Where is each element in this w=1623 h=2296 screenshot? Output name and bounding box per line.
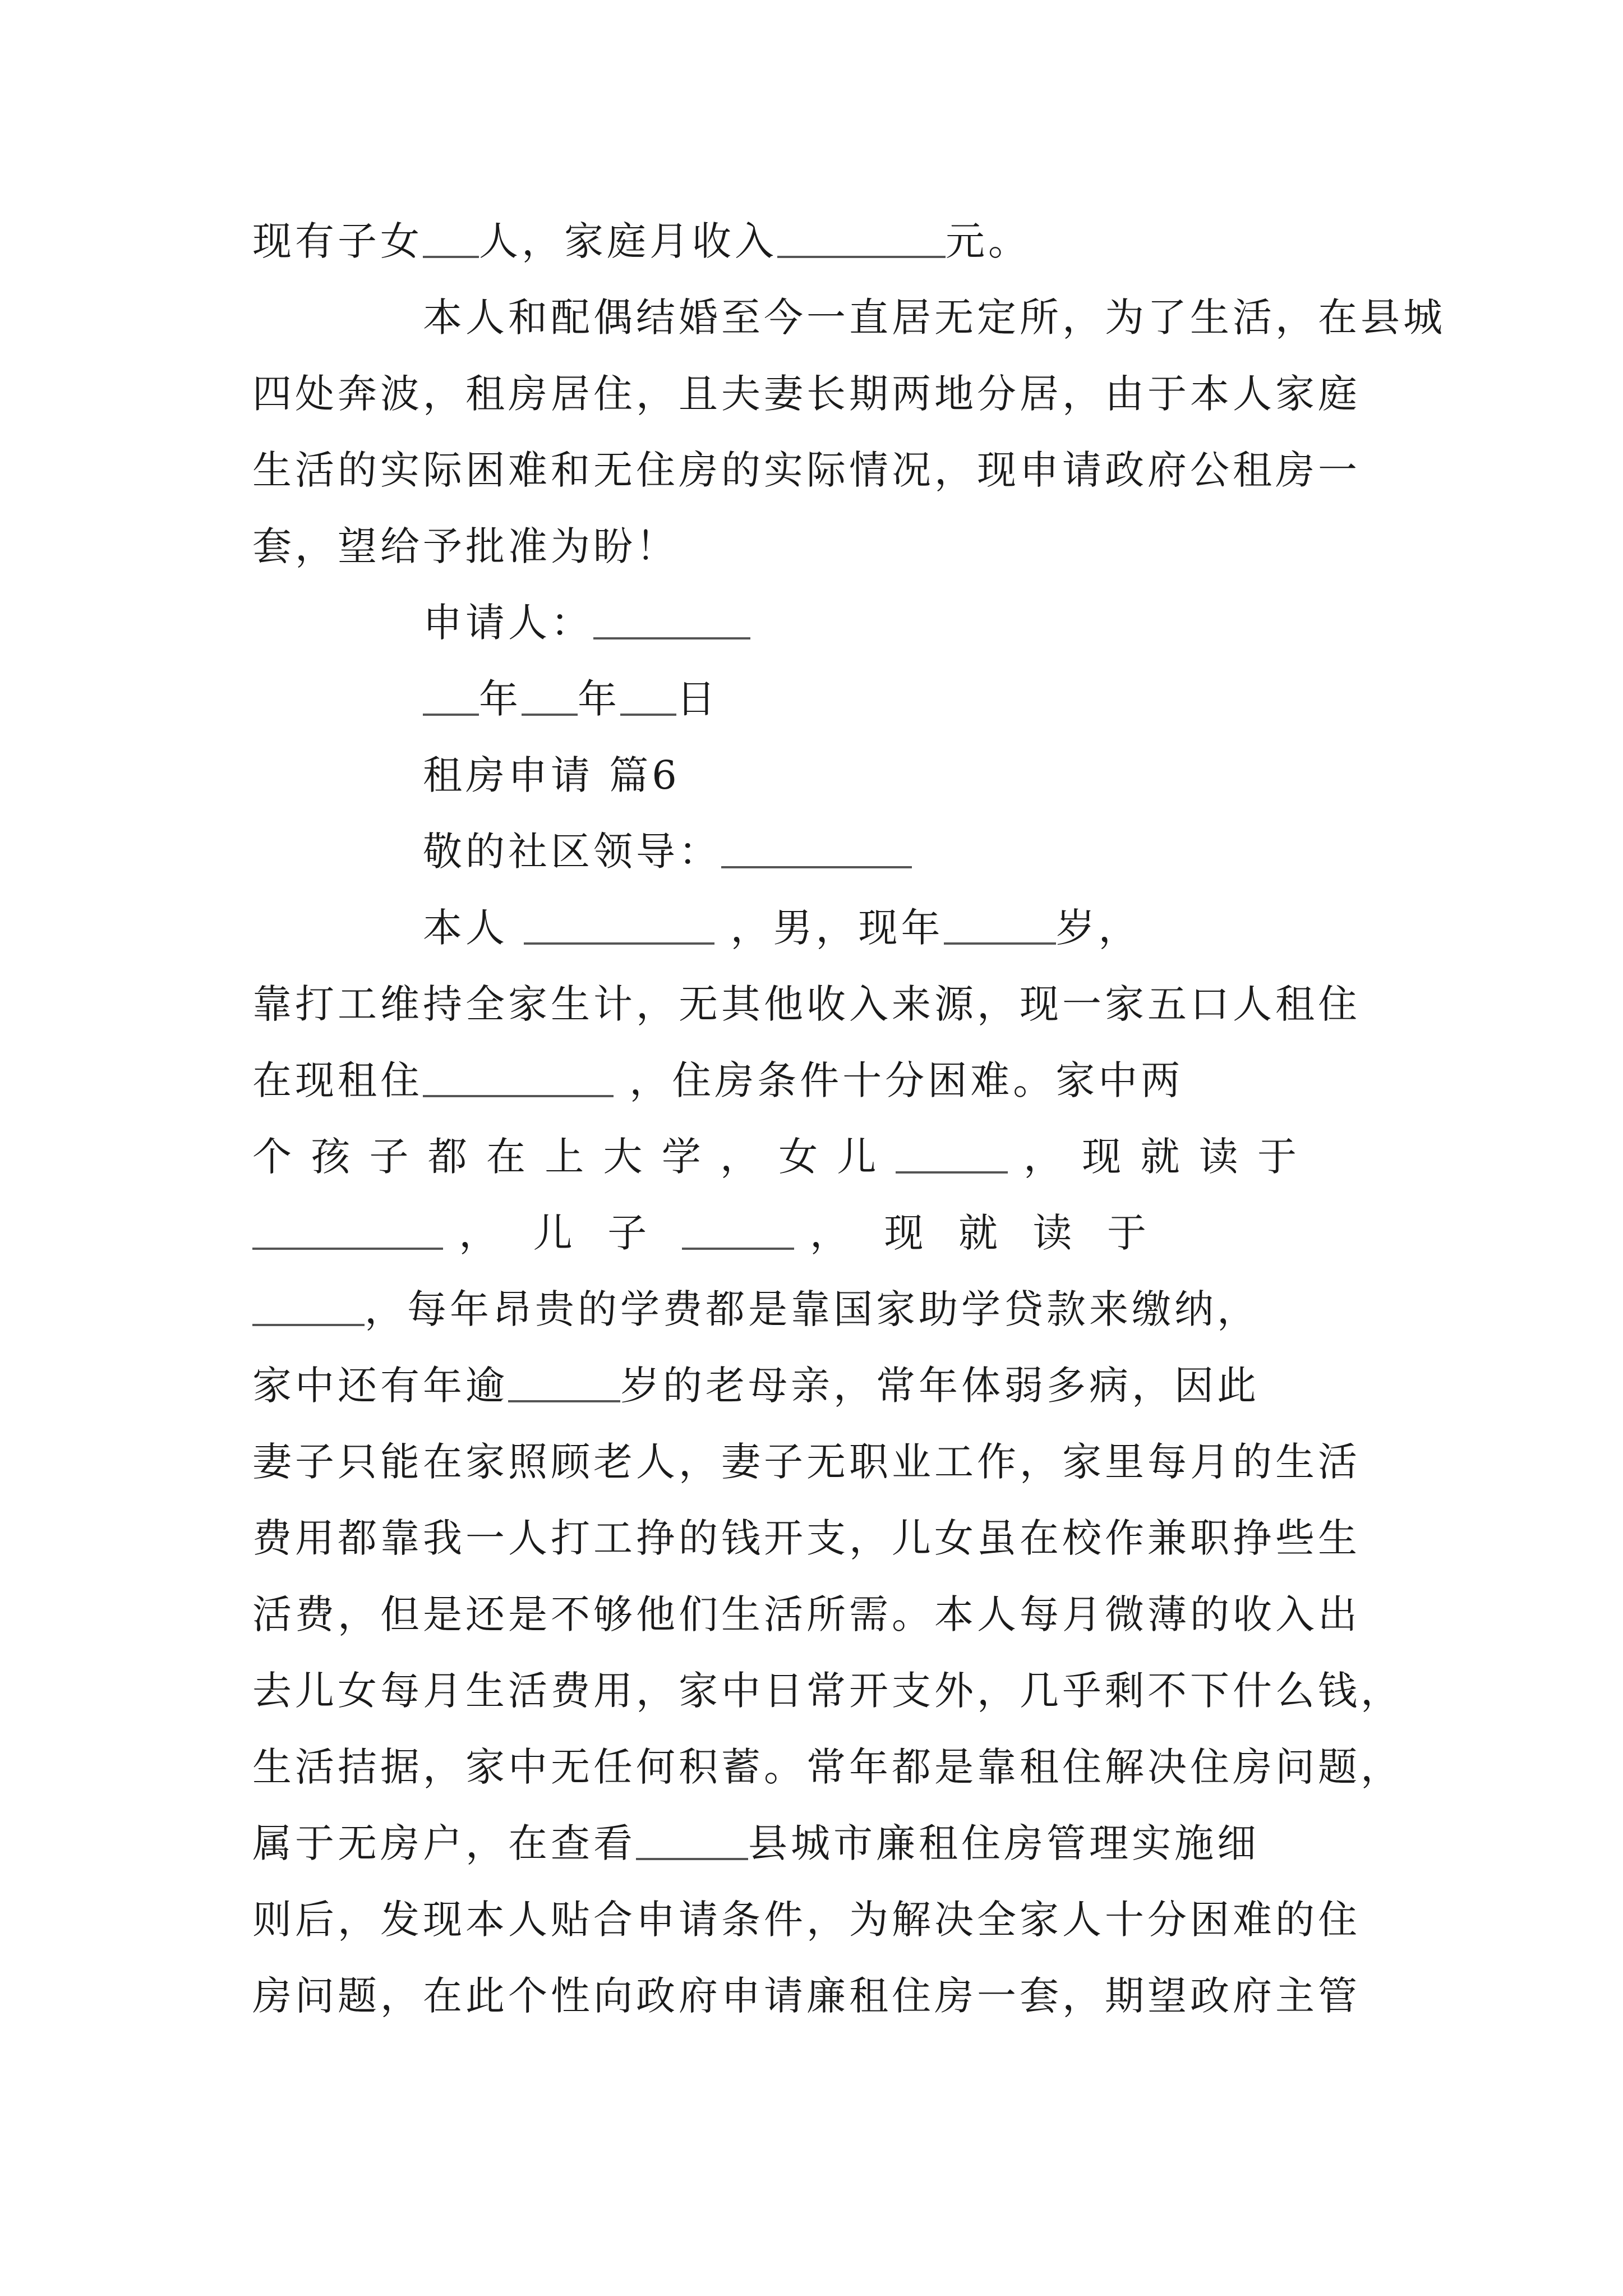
text-segment: 本人 bbox=[423, 905, 524, 951]
text-segment: ，住房条件十分困难。家中两 bbox=[614, 1057, 1184, 1103]
text-segment: ， 现 就 读 于 bbox=[1007, 1134, 1301, 1180]
text-line bbox=[0, 1210, 1623, 1256]
text-segment: 岁的老母亲，常年体弱多病，因此 bbox=[620, 1363, 1260, 1409]
text-segment: ，男，现年 bbox=[714, 905, 944, 951]
text-segment: 县城市廉租住房管理实施细 bbox=[748, 1820, 1260, 1866]
fill-in-blank bbox=[508, 1400, 620, 1402]
text-segment: 妻子只能在家照顾老人，妻子无职业工作，家里每月的生活 bbox=[252, 1439, 1361, 1485]
text-segment: 在现租住 bbox=[252, 1057, 423, 1103]
text-segment: 房问题，在此个性向政府申请廉租住房一套，期望政府主管 bbox=[252, 1973, 1361, 2019]
text-line bbox=[0, 676, 1623, 722]
fill-in-blank bbox=[252, 1324, 365, 1326]
text-segment: 家中还有年逾 bbox=[252, 1363, 508, 1409]
text-line bbox=[0, 371, 1623, 417]
text-segment: 年 bbox=[479, 676, 522, 722]
text-line bbox=[0, 600, 1623, 646]
text-segment: ， 儿 子 bbox=[443, 1210, 682, 1256]
text-line bbox=[0, 1286, 1623, 1332]
text-line bbox=[0, 905, 1623, 951]
text-line bbox=[0, 447, 1623, 493]
text-segment: ，每年昂贵的学费都是靠国家助学贷款来缴纳， bbox=[365, 1286, 1260, 1332]
text-segment: 元。 bbox=[946, 218, 1031, 264]
text-line bbox=[0, 1439, 1623, 1485]
text-segment: 则后，发现本人贴合申请条件，为解决全家人十分困难的住 bbox=[252, 1897, 1361, 1943]
text-line bbox=[0, 752, 1623, 798]
text-segment: 去儿女每月生活费用，家中日常开支外，几乎剩不下什么钱， bbox=[252, 1668, 1403, 1714]
text-segment: 申请人： bbox=[423, 600, 593, 646]
text-segment: 生活拮据，家中无任何积蓄。常年都是靠租住解决住房问题， bbox=[252, 1744, 1403, 1790]
text-segment: 费用都靠我一人打工挣的钱开支，儿女虽在校作兼职挣些生 bbox=[252, 1515, 1361, 1561]
text-line bbox=[0, 295, 1623, 341]
fill-in-blank bbox=[423, 714, 479, 716]
text-line bbox=[0, 829, 1623, 875]
text-segment: 活费，但是还是不够他们生活所需。本人每月微薄的收入出 bbox=[252, 1591, 1361, 1637]
fill-in-blank bbox=[524, 942, 714, 945]
text-segment: ， 现 就 读 于 bbox=[794, 1210, 1150, 1256]
fill-in-blank bbox=[423, 256, 479, 258]
fill-in-blank bbox=[522, 714, 578, 716]
fill-in-blank bbox=[620, 714, 676, 716]
text-segment: 现有子女 bbox=[252, 218, 423, 264]
text-line bbox=[0, 1744, 1623, 1790]
fill-in-blank bbox=[636, 1858, 748, 1860]
text-segment: 敬的社区领导： bbox=[423, 829, 721, 875]
text-line bbox=[0, 1363, 1623, 1409]
text-segment: 生活的实际困难和无住房的实际情况，现申请政府公租房一 bbox=[252, 447, 1361, 493]
fill-in-blank bbox=[777, 256, 946, 258]
text-segment: 本人和配偶结婚至今一直居无定所，为了生活，在县城 bbox=[423, 295, 1446, 341]
text-line bbox=[0, 1591, 1623, 1637]
text-line bbox=[0, 1820, 1623, 1866]
text-line bbox=[0, 1897, 1623, 1943]
text-segment: 岁， bbox=[1055, 905, 1141, 951]
fill-in-blank bbox=[593, 637, 750, 639]
fill-in-blank bbox=[252, 1248, 443, 1250]
fill-in-blank bbox=[682, 1248, 794, 1250]
fill-in-blank bbox=[896, 1171, 1008, 1174]
text-line bbox=[0, 1668, 1623, 1714]
text-line bbox=[0, 218, 1623, 264]
fill-in-blank bbox=[944, 942, 1056, 945]
text-segment: 日 bbox=[676, 676, 719, 722]
text-segment: 套，望给予批准为盼！ bbox=[252, 523, 679, 569]
fill-in-blank bbox=[423, 1095, 614, 1097]
text-line bbox=[0, 1057, 1623, 1103]
text-segment: 靠打工维持全家生计，无其他收入来源，现一家五口人租住 bbox=[252, 981, 1361, 1027]
text-line bbox=[0, 1134, 1623, 1180]
text-segment: 属于无房户，在查看 bbox=[252, 1820, 636, 1866]
text-segment: 人，家庭月收入 bbox=[479, 218, 777, 264]
text-segment: 个 孩 子 都 在 上 大 学 ， 女 儿 bbox=[252, 1134, 896, 1180]
text-segment: 租房申请 篇6 bbox=[423, 752, 680, 798]
fill-in-blank bbox=[721, 866, 912, 868]
text-line bbox=[0, 1973, 1623, 2019]
text-line bbox=[0, 1515, 1623, 1561]
text-segment: 四处奔波，租房居住，且夫妻长期两地分居，由于本人家庭 bbox=[252, 371, 1361, 417]
text-line bbox=[0, 981, 1623, 1027]
text-line bbox=[0, 523, 1623, 569]
text-segment: 年 bbox=[578, 676, 620, 722]
